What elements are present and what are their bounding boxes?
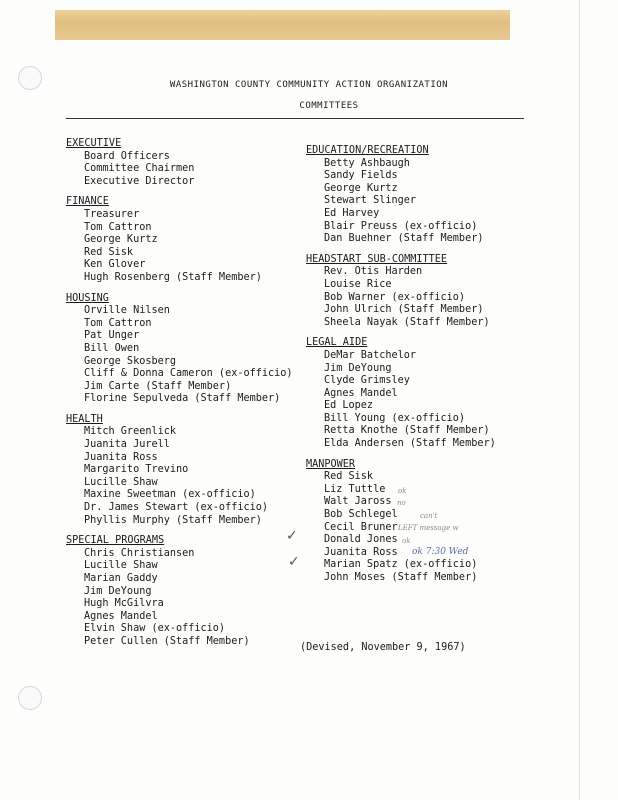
committee-section	[66, 414, 296, 527]
member-item: Marian Gaddy	[84, 573, 158, 584]
committee-section	[306, 254, 546, 330]
member-item: Elvin Shaw (ex-officio)	[84, 623, 226, 635]
member-item: Juanita Jurell	[84, 439, 170, 451]
member-item: Jim DeYoung	[324, 362, 392, 374]
section-title: EDUCATION/RECREATION	[306, 145, 429, 156]
committee-section	[66, 196, 296, 284]
handwritten-note-donald-jones: ok	[402, 537, 411, 545]
section-title: SPECIAL PROGRAMS	[66, 535, 165, 547]
member-item: Treasurer	[84, 208, 140, 220]
punch-hole-bottom	[18, 686, 42, 710]
member-item: Rev. Otis Harden	[324, 266, 423, 278]
section-title: MANPOWER	[306, 458, 356, 470]
left-column	[66, 138, 296, 657]
member-item: Cecil Bruner	[324, 521, 398, 533]
section-title: LEGAL AIDE	[306, 337, 368, 349]
member-item: Red Sisk	[324, 471, 374, 483]
member-item: George Skosberg	[84, 355, 177, 367]
member-item: Sheela Nayak (Staff Member)	[324, 316, 490, 328]
member-item: George Kurtz	[84, 234, 158, 246]
member-item: Jim DeYoung	[84, 585, 152, 597]
member-item: Red Sisk	[84, 246, 134, 258]
member-item: Peter Cullen (Staff Member)	[84, 635, 250, 647]
committee-section	[306, 337, 546, 450]
member-item: Agnes Mandel	[84, 610, 158, 622]
member-item: DeMar Batchelor	[324, 349, 417, 361]
member-item: Executive Director	[84, 175, 195, 187]
handwritten-note-walt-jaross: no	[397, 499, 406, 507]
member-item: Lucille Shaw	[84, 476, 158, 488]
member-item: Agnes Mandel	[324, 387, 398, 399]
org-title: WASHINGTON COUNTY COMMUNITY ACTION ORGANIZATION	[169, 80, 449, 90]
member-item: Margarito Trevino	[84, 464, 189, 476]
member-item: Pat Unger	[84, 330, 140, 342]
member-item: Cliff & Donna Cameron (ex-officio)	[84, 368, 293, 380]
member-item: Walt Jaross	[324, 496, 392, 508]
section-title: HEALTH	[66, 413, 103, 425]
section-title: FINANCE	[66, 196, 109, 208]
member-item: Louise Rice	[324, 278, 392, 290]
member-item: Phyllis Murphy (Staff Member)	[84, 514, 262, 526]
member-item: Lucille Shaw	[84, 560, 158, 572]
member-item: George Kurtz	[324, 182, 398, 194]
committee-section	[306, 145, 546, 246]
check-mark-icon: ✓	[288, 554, 300, 570]
member-item: Bob Schlegel	[324, 509, 398, 521]
member-item: Blair Preuss (ex-officio)	[324, 220, 478, 232]
member-item: Elda Andersen (Staff Member)	[324, 438, 496, 450]
check-mark-icon: ✓	[286, 528, 298, 544]
member-item: Bob Warner (ex-officio)	[324, 291, 466, 303]
member-item: Hugh McGilvra	[84, 598, 164, 610]
member-item: Bill Young (ex-officio)	[324, 412, 466, 424]
member-item: Tom Cattron	[84, 221, 152, 233]
member-item: Maxine Sweetman (ex-officio)	[84, 489, 256, 501]
page-title: COMMITTEES	[299, 101, 359, 111]
member-item: Board Officers	[84, 150, 170, 162]
member-item: Marian Spatz (ex-officio)	[324, 559, 478, 571]
member-item: John Moses (Staff Member)	[324, 572, 478, 583]
tape-strip	[55, 10, 510, 40]
committee-section	[66, 293, 296, 406]
revised-date: (Devised, November 9, 1967)	[300, 642, 466, 653]
member-item: Ken Glover	[84, 259, 146, 271]
handwritten-note-liz-tuttle: ok	[398, 487, 407, 495]
section-title: EXECUTIVE	[66, 138, 122, 149]
committee-section	[66, 138, 296, 188]
member-item: Hugh Rosenberg (Staff Member)	[84, 271, 262, 283]
member-item: Chris Christiansen	[84, 547, 195, 559]
member-item: Ed Harvey	[324, 207, 380, 219]
member-item: Dr. James Stewart (ex-officio)	[84, 502, 269, 514]
handwritten-note-cecil-bruner: LEFT message w	[398, 524, 459, 532]
member-item: Clyde Grimsley	[324, 375, 410, 387]
section-title: HOUSING	[66, 292, 109, 304]
member-item: Florine Sepulveda (Staff Member)	[84, 393, 281, 405]
member-item: Tom Cattron	[84, 317, 152, 329]
header-rule	[66, 118, 524, 119]
member-item: Dan Buehner (Staff Member)	[324, 233, 484, 245]
member-item: Orville Nilsen	[84, 305, 170, 317]
handwritten-note-bob-schlegel: can't	[420, 512, 438, 520]
member-item: Sandy Fields	[324, 170, 398, 182]
member-item: Mitch Greenlick	[84, 426, 177, 438]
committee-section	[66, 535, 296, 648]
member-item: Jim Carte (Staff Member)	[84, 380, 232, 392]
member-item: Liz Tuttle	[324, 483, 386, 495]
member-item: Retta Knothe (Staff Member)	[324, 425, 490, 437]
member-item: Committee Chairmen	[84, 163, 195, 175]
member-item: John Ulrich (Staff Member)	[324, 304, 484, 316]
committee-section	[306, 459, 546, 585]
member-item: Stewart Slinger	[324, 195, 417, 207]
member-item: Betty Ashbaugh	[324, 157, 410, 169]
member-item: Juanita Ross	[324, 546, 398, 558]
member-item: Juanita Ross	[84, 451, 158, 463]
page-edge	[579, 0, 580, 800]
member-item: Donald Jones	[324, 534, 398, 546]
member-item: Ed Lopez	[324, 400, 374, 412]
section-title: HEADSTART SUB-COMMITTEE	[306, 253, 448, 265]
member-item: Bill Owen	[84, 342, 140, 354]
handwritten-note-juanita-ross: ok 7:30 Wed	[412, 547, 469, 557]
